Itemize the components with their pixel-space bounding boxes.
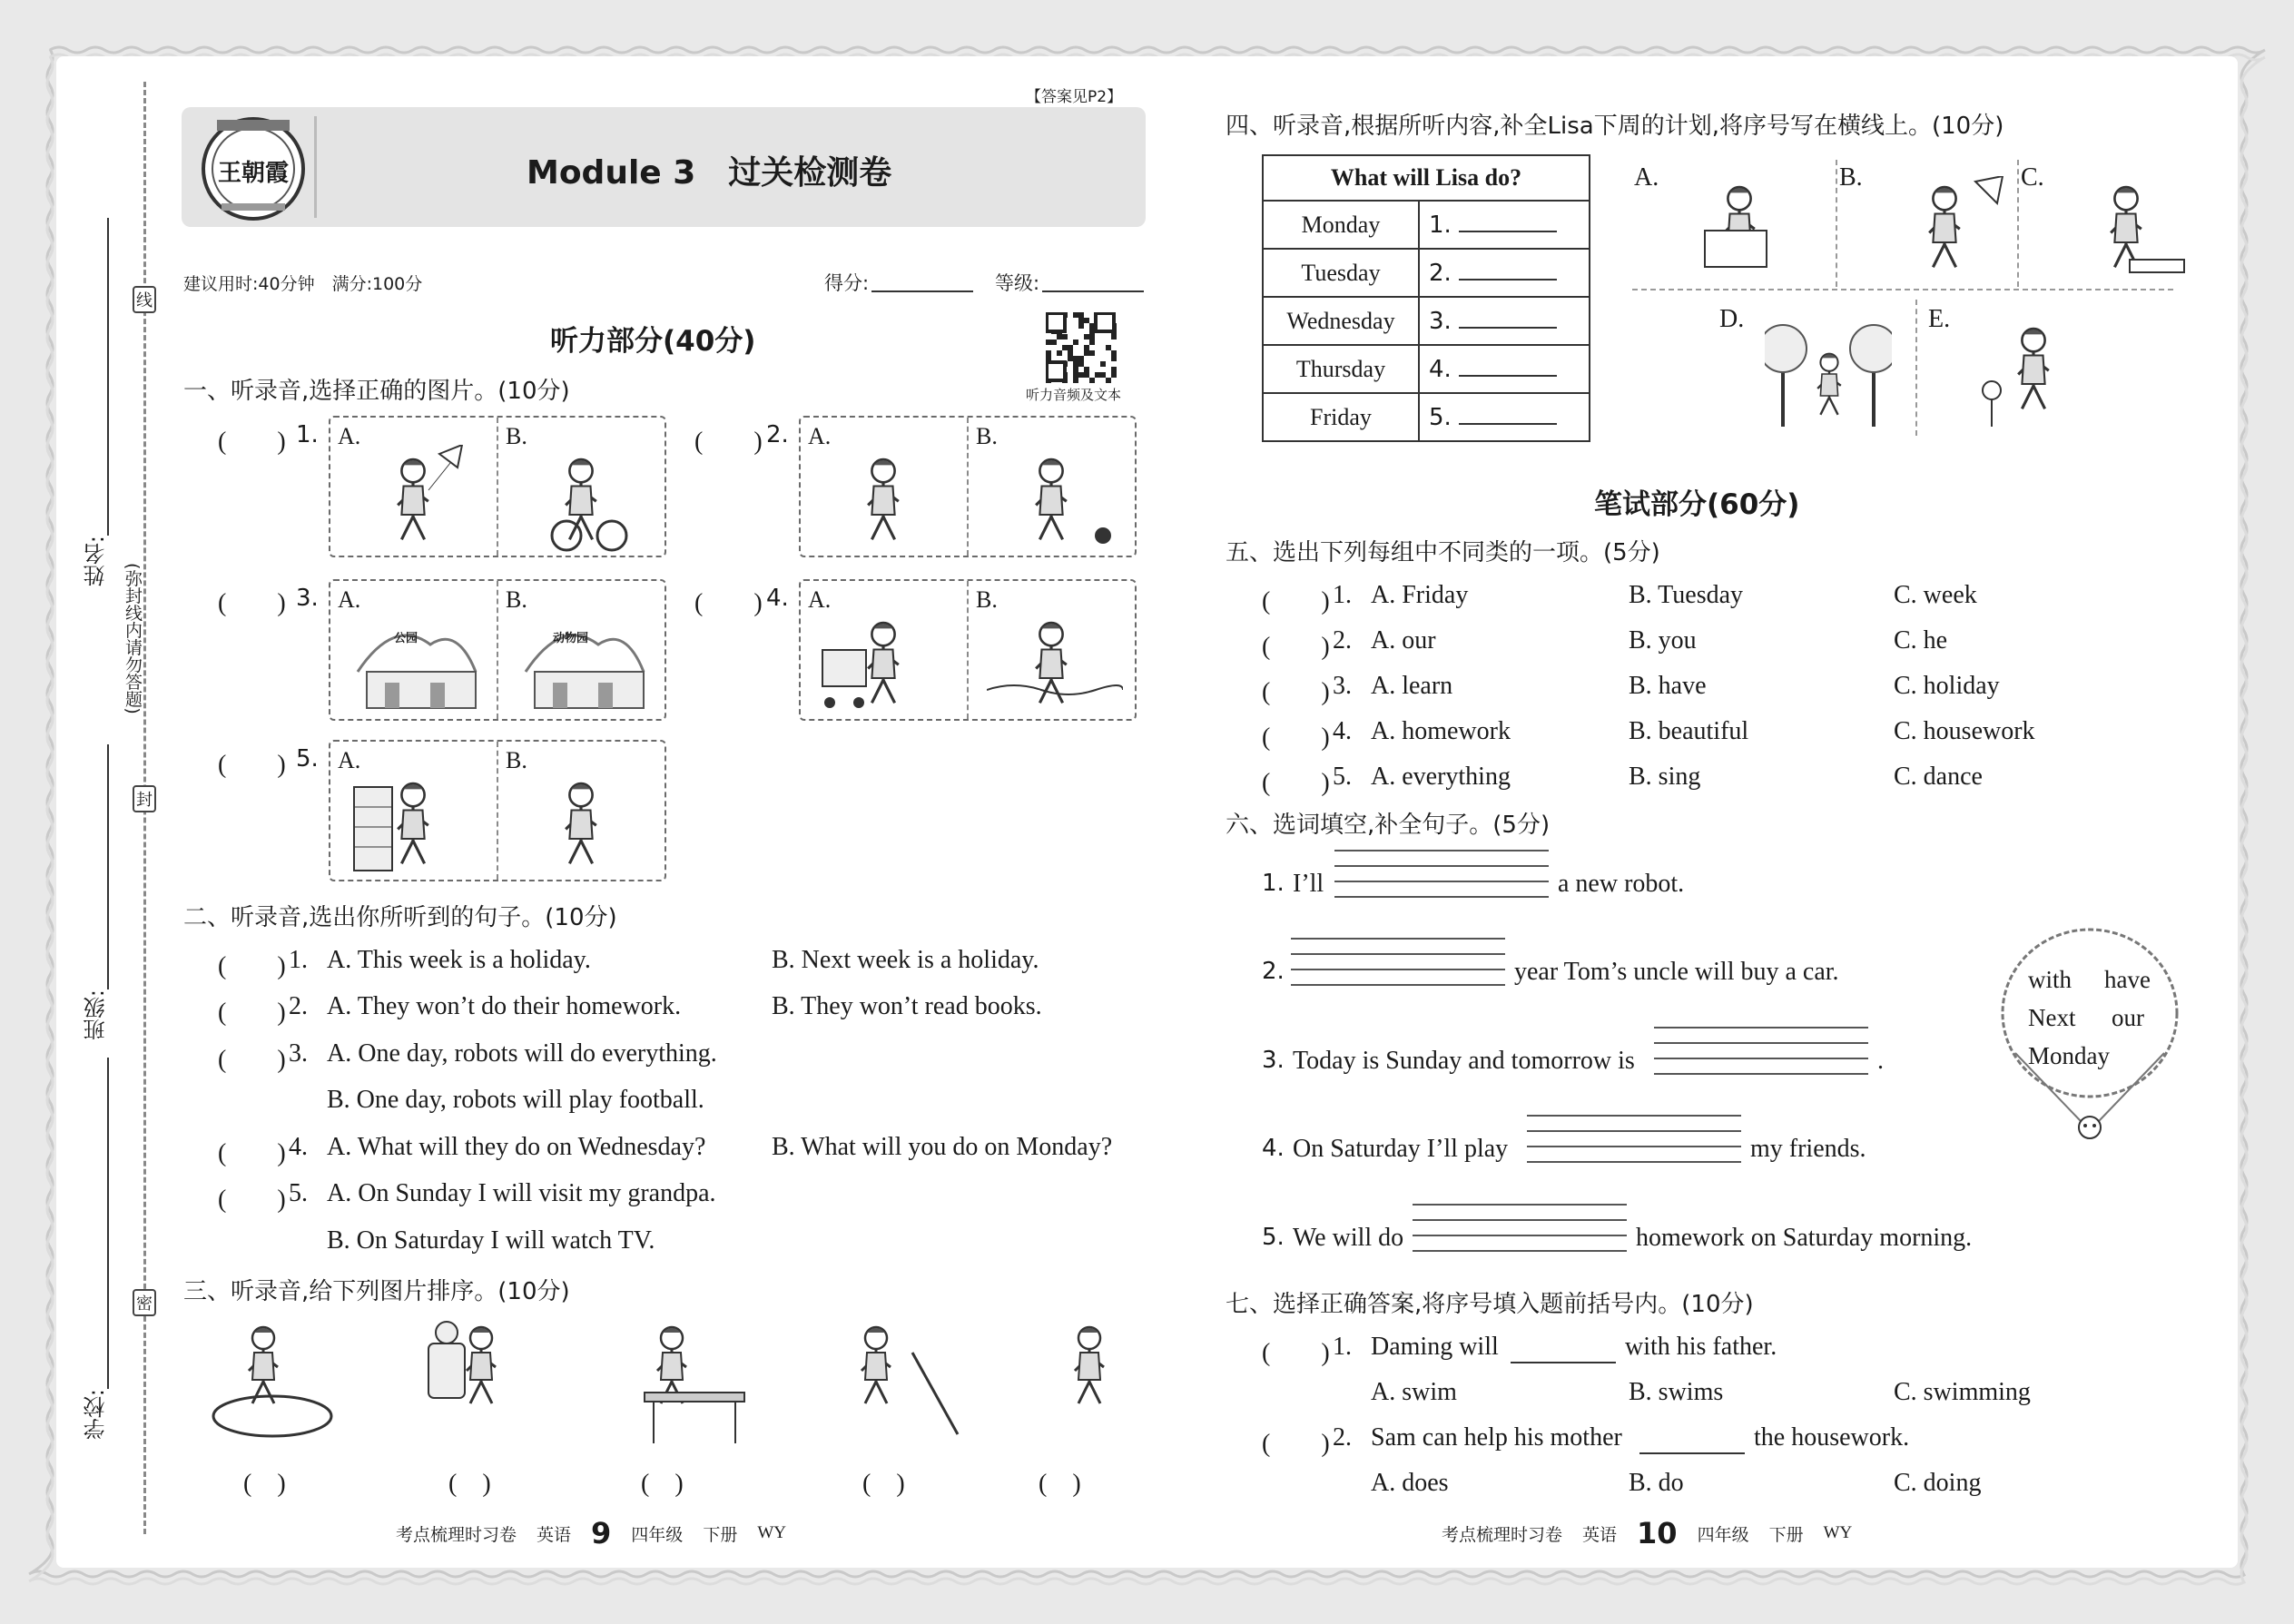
sentence-suffix: . (1877, 1047, 1884, 1075)
blank-number: 3. (1429, 307, 1452, 335)
plan-picture (1885, 176, 2012, 290)
name-field[interactable] (107, 218, 109, 536)
picture-label: D. (1719, 305, 1745, 333)
picture-label: A. (1634, 163, 1659, 192)
picture-option-a[interactable] (330, 581, 498, 719)
option-letter: B. (506, 423, 527, 449)
picture-illustration (819, 608, 955, 717)
answer-blank[interactable] (1639, 1452, 1745, 1454)
plan-blank[interactable] (1459, 309, 1557, 329)
seal-mi-mark: 密 (133, 1289, 156, 1316)
sequence-picture (822, 1316, 976, 1452)
score-field[interactable] (871, 290, 973, 292)
picture-choice-pair (799, 416, 1137, 557)
question-number: 3. (296, 585, 319, 612)
option-b[interactable]: B. have (1629, 672, 1707, 700)
footer-volume: 下册 (1768, 1525, 1804, 1545)
sentence-option-b[interactable]: B. One day, robots will play football. (327, 1086, 704, 1114)
option-b[interactable]: B. swims (1629, 1378, 1724, 1406)
question-number: 1. (1333, 1333, 1352, 1361)
question-number: 3. (289, 1039, 308, 1068)
section5-heading: 五、选出下列每组中不同类的一项。(5分) (1226, 539, 1660, 566)
question-number: 2. (1333, 626, 1352, 655)
four-line-blank[interactable] (1291, 938, 1505, 999)
qr-code[interactable] (1046, 312, 1117, 383)
footer-edition: WY (757, 1523, 786, 1542)
sentence-prefix: I’ll (1293, 870, 1324, 898)
sequence-picture (1035, 1316, 1189, 1452)
word-bank-monday: Monday (2028, 1042, 2110, 1069)
answer-paren[interactable]: ( ) (218, 999, 286, 1027)
picture-option-a[interactable] (801, 418, 969, 556)
sentence-option-b[interactable]: B. What will you do on Monday? (772, 1133, 1113, 1161)
footer-grade: 四年级 (1697, 1525, 1749, 1545)
blank-number: 1. (1429, 211, 1452, 239)
option-a[interactable]: A. homework (1371, 717, 1511, 745)
balloon-illustration (1999, 926, 2181, 1144)
option-b[interactable]: B. Tuesday (1629, 581, 1744, 609)
score-label: 得分: (824, 272, 870, 294)
answer-paren[interactable]: ( ) (1262, 1430, 1330, 1458)
question-number: 3. (1262, 1047, 1285, 1074)
sentence-option-b[interactable]: B. They won’t read books. (772, 992, 1042, 1020)
picture-sign-text: 动物园 (553, 632, 589, 645)
word-bank-balloon (1999, 926, 2181, 1135)
word-bank-have: have (2104, 966, 2151, 993)
section3-heading: 三、听录音,给下列图片排序。(10分) (183, 1278, 570, 1305)
sequence-picture (617, 1316, 772, 1452)
sentence-option-a[interactable]: A. On Sunday I will visit my grandpa. (327, 1179, 716, 1207)
option-letter: A. (338, 747, 361, 773)
picture-choice-pair (799, 579, 1137, 721)
question-text-end: the housework. (1754, 1423, 1910, 1452)
picture-option-a[interactable] (330, 742, 498, 880)
four-line-blank[interactable] (1654, 1027, 1868, 1088)
picture-option-a[interactable] (330, 418, 498, 556)
name-label: 姓名: (84, 536, 109, 587)
picture-choice-pair (329, 579, 666, 721)
option-letter: A. (808, 586, 832, 613)
question-number: 1. (296, 421, 319, 448)
option-a[interactable]: A. learn (1371, 672, 1453, 700)
table-header: What will Lisa do? (1263, 155, 1590, 201)
answer-paren[interactable]: ( ) (218, 751, 286, 779)
sentence-suffix: a new robot. (1558, 870, 1685, 898)
class-label: 班级: (84, 989, 109, 1041)
option-c[interactable]: C. week (1894, 581, 1977, 609)
four-line-blank[interactable] (1334, 850, 1549, 911)
answer-paren[interactable]: ( ) (1262, 678, 1330, 706)
footer-left (396, 1516, 786, 1550)
picture-illustration (819, 445, 955, 554)
banner-divider (314, 116, 317, 218)
footer-page-number: 10 (1637, 1516, 1678, 1550)
word-bank-next: Next (2028, 1004, 2076, 1031)
class-field[interactable] (107, 744, 109, 989)
order-bracket[interactable]: ( ) (448, 1470, 491, 1498)
footer-volume: 下册 (703, 1525, 738, 1545)
answer-paren[interactable]: ( ) (218, 952, 286, 980)
answer-paren[interactable]: ( ) (218, 1046, 286, 1074)
order-bracket[interactable]: ( ) (641, 1470, 684, 1498)
section7-heading: 七、选择正确答案,将序号填入题前括号内。(10分) (1226, 1291, 1754, 1318)
seal-line-mark: 线 (133, 286, 156, 313)
picture-choice-pair (329, 740, 666, 881)
day-cell: Tuesday (1263, 249, 1419, 297)
option-c[interactable]: C. swimming (1894, 1378, 2031, 1406)
answer-paren[interactable]: ( ) (218, 1186, 286, 1214)
question-text: Daming will (1371, 1333, 1499, 1361)
picture-label: C. (2021, 163, 2044, 192)
four-line-blank[interactable] (1413, 1204, 1627, 1265)
question-number: 1. (1262, 870, 1285, 897)
grade-label: 等级: (995, 272, 1040, 294)
sequence-picture (209, 1316, 363, 1452)
question-number: 2. (766, 421, 789, 448)
answer-reference: 【答案见P2】 (1026, 88, 1123, 106)
answer-paren[interactable]: ( ) (1262, 633, 1330, 661)
picture-illustration (987, 608, 1123, 717)
question-number: 2. (1333, 1423, 1352, 1452)
writing-title: 笔试部分(60分) (1594, 488, 1800, 521)
question-number: 5. (1262, 1224, 1285, 1251)
sentence-option-a[interactable]: A. What will they do on Wednesday? (327, 1133, 706, 1161)
blank-number: 2. (1429, 259, 1452, 287)
option-b[interactable]: B. beautiful (1629, 717, 1749, 745)
answer-paren[interactable]: ( ) (218, 428, 286, 456)
blank-number: 4. (1429, 355, 1452, 383)
plan-cell[interactable] (1419, 201, 1590, 249)
option-b[interactable]: B. sing (1629, 763, 1701, 791)
order-bracket[interactable]: ( ) (862, 1470, 905, 1498)
footer-page-number: 9 (591, 1516, 612, 1550)
option-a[interactable]: A. swim (1371, 1378, 1457, 1406)
option-b[interactable]: B. you (1629, 626, 1697, 655)
question-text: Sam can help his mother (1371, 1423, 1622, 1452)
picture-grid-line (1915, 300, 1917, 436)
table-row (1263, 201, 1590, 249)
option-a[interactable]: A. our (1371, 626, 1436, 655)
footer-right (1442, 1516, 1852, 1550)
question-number: 3. (1333, 672, 1352, 700)
title-banner (182, 107, 1146, 227)
option-letter: B. (976, 586, 998, 613)
question-number: 2. (289, 992, 308, 1020)
option-letter: B. (506, 747, 527, 773)
qr-caption: 听力音频及文本 (1026, 387, 1122, 403)
blank-number: 5. (1429, 403, 1452, 431)
option-a[interactable]: A. everything (1371, 763, 1511, 791)
picture-label: B. (1839, 163, 1863, 192)
lisa-plan-table (1262, 154, 1590, 442)
school-label: 学校: (84, 1389, 109, 1441)
question-number: 5. (1333, 763, 1352, 791)
answer-paren[interactable]: ( ) (694, 589, 763, 617)
sentence-prefix: On Saturday I’ll play (1293, 1135, 1509, 1163)
plan-picture (1765, 318, 1892, 432)
answer-paren[interactable]: ( ) (218, 1139, 286, 1167)
time-info: 建议用时:40分钟 满分:100分 (183, 274, 423, 294)
grade-field[interactable] (1042, 290, 1144, 292)
day-cell: Friday (1263, 393, 1419, 441)
option-a[interactable]: A. Friday (1371, 581, 1469, 609)
plan-blank[interactable] (1459, 357, 1557, 377)
option-c[interactable]: C. he (1894, 626, 1948, 655)
question-number: 4. (1333, 717, 1352, 745)
sentence-option-a[interactable]: A. One day, robots will do everything. (327, 1039, 717, 1068)
picture-grid-line (2017, 160, 2019, 287)
option-c[interactable]: C. doing (1894, 1469, 1982, 1497)
picture-illustration (517, 769, 653, 878)
question-number: 4. (766, 585, 789, 612)
sentence-option-b[interactable]: B. On Saturday I will watch TV. (327, 1226, 655, 1255)
option-letter: B. (506, 586, 527, 613)
picture-illustration (349, 608, 485, 717)
section1-heading: 一、听录音,选择正确的图片。(10分) (183, 378, 570, 405)
plan-cell[interactable] (1419, 249, 1590, 297)
question-number: 1. (1333, 581, 1352, 609)
answer-paren[interactable]: ( ) (218, 589, 286, 617)
question-number: 5. (289, 1179, 308, 1207)
footer-series: 考点梳理时习卷 (396, 1525, 517, 1545)
seal-feng-mark: 封 (133, 785, 156, 812)
plan-cell[interactable] (1419, 345, 1590, 393)
school-field[interactable] (107, 1058, 109, 1389)
footer-subject: 英语 (1582, 1525, 1618, 1545)
picture-option-b[interactable] (498, 581, 665, 719)
day-cell: Monday (1263, 201, 1419, 249)
table-row (1263, 393, 1590, 441)
option-c[interactable]: C. dance (1894, 763, 1983, 791)
sentence-prefix: Today is Sunday and tomorrow is (1293, 1047, 1635, 1075)
option-letter: A. (808, 423, 832, 449)
option-b[interactable]: B. do (1629, 1469, 1684, 1497)
sentence-option-b[interactable]: B. Next week is a holiday. (772, 946, 1039, 974)
answer-paren[interactable]: ( ) (1262, 1339, 1330, 1367)
picture-illustration (517, 608, 653, 717)
plan-picture (2066, 176, 2193, 290)
question-number: 1. (289, 946, 308, 974)
picture-illustration (987, 445, 1123, 554)
word-bank-with: with (2028, 966, 2072, 993)
plan-blank[interactable] (1459, 212, 1557, 232)
sequence-picture (427, 1316, 581, 1452)
plan-cell[interactable] (1419, 297, 1590, 345)
picture-option-b[interactable] (498, 418, 665, 556)
option-letter: A. (338, 586, 361, 613)
day-cell: Thursday (1263, 345, 1419, 393)
sentence-prefix: We will do (1293, 1224, 1404, 1252)
section2-heading: 二、听录音,选出你所听到的句子。(10分) (183, 904, 617, 931)
question-number: 2. (1262, 958, 1285, 985)
answer-paren[interactable]: ( ) (694, 428, 763, 456)
plan-blank[interactable] (1459, 405, 1557, 425)
option-letter: B. (976, 423, 998, 449)
word-bank-our: our (2112, 1004, 2144, 1031)
option-c[interactable]: C. holiday (1894, 672, 2000, 700)
footer-subject: 英语 (537, 1525, 572, 1545)
table-row (1263, 249, 1590, 297)
answer-blank[interactable] (1511, 1362, 1616, 1363)
question-number: 4. (1262, 1135, 1285, 1162)
table-row (1263, 345, 1590, 393)
section4-heading: 四、听录音,根据所听内容,补全Lisa下周的计划,将序号写在横线上。(10分) (1226, 113, 2004, 140)
sentence-suffix: year Tom’s uncle will buy a car. (1514, 958, 1839, 986)
section6-heading: 六、选词填空,补全句子。(5分) (1226, 812, 1551, 839)
answer-paren[interactable]: ( ) (1262, 587, 1330, 615)
order-bracket[interactable]: ( ) (243, 1470, 286, 1498)
question-number: 4. (289, 1133, 308, 1161)
sentence-suffix: my friends. (1750, 1135, 1866, 1163)
footer-series: 考点梳理时习卷 (1442, 1525, 1563, 1545)
question-number: 5. (296, 745, 319, 773)
option-a[interactable]: A. does (1371, 1469, 1449, 1497)
plan-cell[interactable] (1419, 393, 1590, 441)
footer-grade: 四年级 (631, 1525, 684, 1545)
picture-grid-line (1836, 160, 1837, 287)
footer-edition: WY (1823, 1523, 1853, 1542)
binding-strip (73, 82, 172, 1534)
picture-illustration (517, 445, 653, 554)
sentence-option-a[interactable]: A. They won’t do their homework. (327, 992, 682, 1020)
table-row (1263, 297, 1590, 345)
picture-sign-text: 公园 (394, 632, 418, 645)
question-text-end: with his father. (1625, 1333, 1777, 1361)
day-cell: Wednesday (1263, 297, 1419, 345)
listening-title: 听力部分(40分) (550, 325, 756, 358)
answer-paren[interactable]: ( ) (1262, 769, 1330, 797)
answer-paren[interactable]: ( ) (1262, 723, 1330, 752)
sentence-suffix: homework on Saturday morning. (1636, 1224, 1973, 1252)
picture-option-b[interactable] (969, 418, 1135, 556)
plan-picture (1974, 318, 2101, 432)
order-bracket[interactable]: ( ) (1039, 1470, 1081, 1498)
picture-option-b[interactable] (498, 742, 665, 880)
plan-picture (1679, 176, 1807, 290)
page-title: Module 3 过关检测卷 (527, 154, 892, 192)
option-c[interactable]: C. housework (1894, 717, 2035, 745)
picture-option-b[interactable] (969, 581, 1135, 719)
logo-text: 王朝霞 (218, 160, 290, 186)
picture-illustration (349, 769, 485, 878)
picture-label: E. (1928, 305, 1951, 333)
picture-illustration (349, 445, 485, 554)
picture-choice-pair (329, 416, 666, 557)
four-line-blank[interactable] (1527, 1115, 1741, 1176)
sentence-option-a[interactable]: A. This week is a holiday. (327, 946, 591, 974)
option-letter: A. (338, 423, 361, 449)
plan-blank[interactable] (1459, 261, 1557, 281)
picture-option-a[interactable] (801, 581, 969, 719)
binding-warning: (弥封线内请勿答题) (120, 563, 143, 714)
